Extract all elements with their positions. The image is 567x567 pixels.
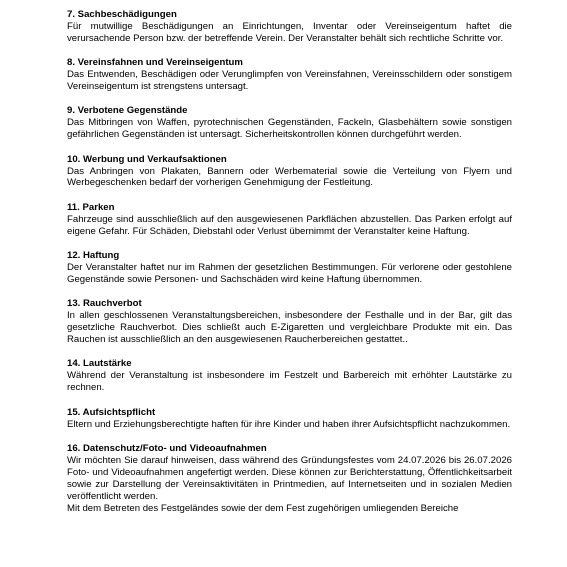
- section-werbung: [67, 154, 512, 190]
- section-heading: 11. Parken: [67, 201, 115, 213]
- section-heading: 9. Verbotene Gegenstände: [67, 105, 188, 117]
- section-heading: 7. Sachbeschädigungen: [67, 9, 177, 20]
- section-heading: 14. Lautstärke: [67, 358, 132, 370]
- section-parken: [67, 202, 512, 238]
- section-paragraph: In allen geschlossenen Veranstaltungsbereichen, insbesondere der Festhalle und in der Bar, gilt das gesetzliche Rauchverbot. Dies schließt auch E-Zigaretten und vergleichbare Produkte mit ein. Das Rauchen ist ausschließlich an den ausgewiesenen Raucherbereichen gestattet..: [67, 310, 512, 346]
- section-rauchverbot: [67, 298, 512, 346]
- section-heading: 8. Vereinsfahnen und Vereinseigentum: [67, 57, 243, 69]
- section-paragraph: Für mutwillige Beschädigungen an Einrichtungen, Inventar oder Vereinseigentum haftet die verursachende Person bzw. der betreffende Verein. Der Veranstalter behält sich rechtliche Schritte vor.: [67, 20, 512, 44]
- section-paragraph: Wir möchten Sie darauf hinweisen, dass während des Gründungsfestes vom 24.07.2026 bis 26.07.2026 Foto- und Videoaufnahmen angefertigt werden. Diese können zur Berichterstattung, Öffentlichkeitsarbeit sowie zur Darstellung der Vereinsaktivitäten in Printmedien, auf Internetseiten und in sozialen Medien veröffentlicht werden.: [67, 454, 512, 502]
- section-heading: 16. Datenschutz/Foto- und Videoaufnahmen: [67, 442, 267, 454]
- section-paragraph: Fahrzeuge sind ausschließlich auf den ausgewiesenen Parkflächen abzustellen. Das Parken erfolgt auf eigene Gefahr. Für Schäden, Diebstahl oder Verlust übernimmt der Veranstalter keine Haftung.: [67, 213, 512, 237]
- section-paragraph: Der Veranstalter haftet nur im Rahmen der gesetzlichen Bestimmungen. Für verlorene oder gestohlene Gegenstände sowie Personen- und Sachschäden wird keine Haftung übernommen.: [67, 262, 512, 285]
- section-paragraph: Das Entwenden, Beschädigen oder Verunglimpfen von Vereinsfahnen, Vereinsschildern oder sonstigem Vereinseigentum ist strengstens untersagt.: [67, 69, 512, 93]
- section-heading: 13. Rauchverbot: [67, 298, 142, 310]
- section-paragraph: Mit dem Betreten des Festgeländes sowie der dem Fest zugehörigen umliegenden Bereiche: [67, 502, 459, 514]
- section-vereinsfahnen: [67, 57, 512, 93]
- section-heading: 12. Haftung: [67, 250, 120, 262]
- section-paragraph: Eltern und Erziehungsberechtigte haften für ihre Kinder und haben ihrer Aufsichtspflicht nachzukommen.: [67, 418, 511, 430]
- section-paragraph: Das Mitbringen von Waffen, pyrotechnischen Gegenständen, Fackeln, Glasbehältern sowie sonstigen gefährlichen Gegenständen ist untersagt. Sicherheitskontrollen können durchgeführt werden.: [67, 117, 512, 141]
- section-heading: 10. Werbung und Verkaufsaktionen: [67, 153, 227, 165]
- section-datenschutz: [67, 443, 512, 514]
- section-heading: 15. Aufsichtspflicht: [67, 406, 156, 418]
- section-paragraph: Während der Veranstaltung ist insbesondere im Festzelt und Barbereich mit erhöhter Lautstärke zu rechnen.: [67, 370, 512, 394]
- section-paragraph: Das Anbringen von Plakaten, Bannern oder Werbematerial sowie die Verteilung von Flyern und Werbegeschenken bedarf der vorherigen Genehmigung der Festleitung.: [67, 165, 512, 189]
- section-haftung: [67, 250, 512, 286]
- document-page: [67, 9, 512, 527]
- section-sachbeschaedigungen: [67, 9, 512, 45]
- section-lautstaerke: [67, 358, 512, 394]
- section-verbotene-gegenstaende: [67, 105, 512, 141]
- section-aufsichtspflicht: [67, 407, 512, 431]
